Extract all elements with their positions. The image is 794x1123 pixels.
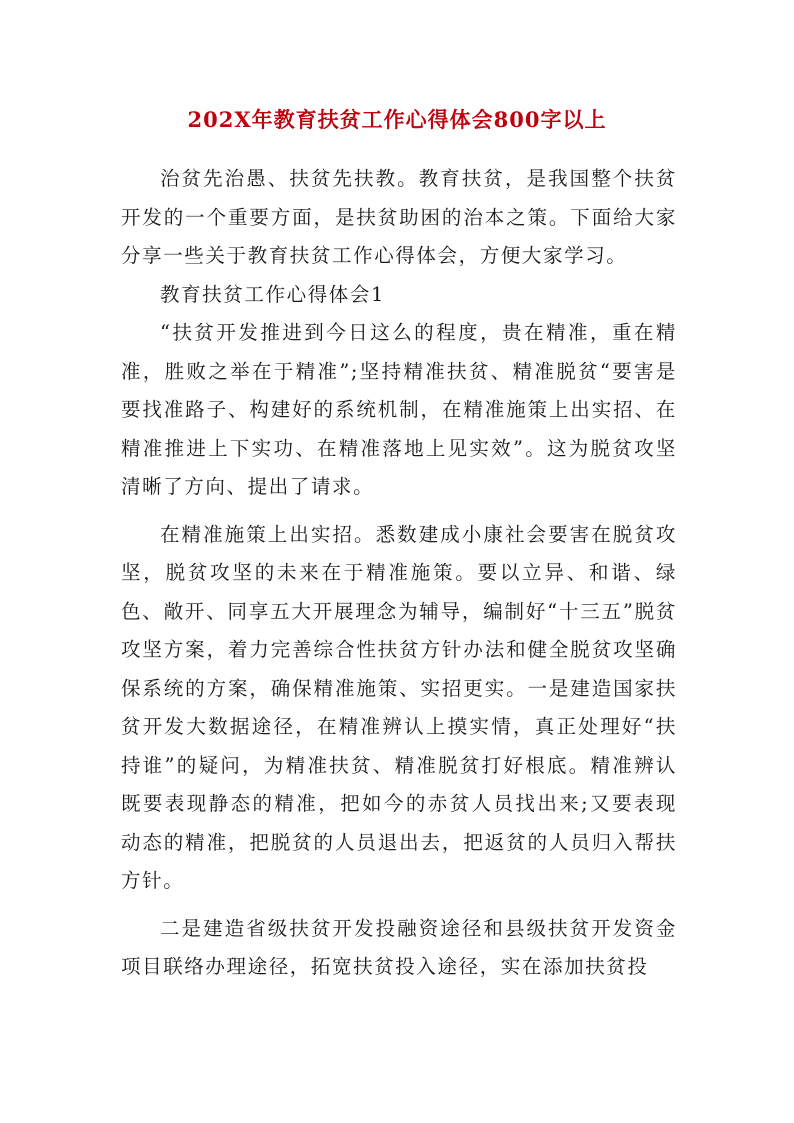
body-paragraph: 在精准施策上出实招。悉数建成小康社会要害在脱贫攻坚，脱贫攻坚的未来在于精准施策。要以立异、和谐、绿色、敞开、同享五大开展理念为辅导，编制好“十三五”脱贫攻坚方案，着力完善综合性扶贫方针办法和健全脱贫攻坚确保系统的方案，确保精准施策、实招更实。一是建造国家扶贫开发大数据途径，在精准辨认上摸实情，真正处理好“扶持谁”的疑问，为精准扶贫、精准脱贫打好根底。精准辨认既要表现静态的精准，把如今的赤贫人员找出来;又要表现动态的精准，把脱贫的人员退出去，把返贫的人员归入帮扶方针。 bbox=[121, 522, 677, 892]
document-title: 202X年教育扶贫工作心得体会800字以上 bbox=[187, 107, 607, 132]
section-heading: 教育扶贫工作心得体会1 bbox=[160, 282, 386, 306]
body-paragraph: “扶贫开发推进到今日这么的程度，贵在精准，重在精准，胜败之举在于精准”;坚持精准扶贫、精准脱贫“要害是要找准路子、构建好的系统机制，在精准施策上出实招、在精准推进上下实功、在精准落地上见实效”。这为脱贫攻坚清晰了方向、提出了请求。 bbox=[121, 321, 677, 498]
intro-paragraph: 治贫先治愚、扶贫先扶教。教育扶贫，是我国整个扶贫开发的一个重要方面，是扶贫助困的治本之策。下面给大家分享一些关于教育扶贫工作心得体会，方便大家学习。 bbox=[121, 167, 677, 267]
body-paragraph: 二是建造省级扶贫开发投融资途径和县级扶贫开发资金项目联络办理途径，拓宽扶贫投入途径，实在添加扶贫投 bbox=[121, 916, 677, 978]
document-body bbox=[121, 160, 677, 987]
